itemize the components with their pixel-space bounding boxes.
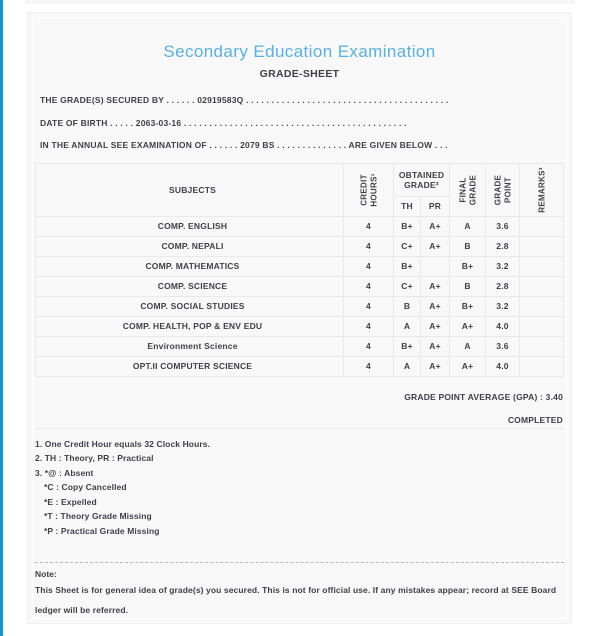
final-grade-cell: A (450, 216, 486, 236)
gpa-value-line: GRADE POINT AVERAGE (GPA) : 3.40 (404, 391, 563, 402)
table-row (36, 296, 564, 316)
grade-point-cell: 4.0 (486, 356, 520, 376)
th-grade-cell: B+ (394, 256, 421, 276)
final-grade-cell: A (450, 336, 486, 356)
credit-cell: 4 (344, 236, 394, 256)
examination-year-line: IN THE ANNUAL SEE EXAMINATION OF . . . . . . 2079 BS . . . . . . . . . . . . . . ARE GIVEN BELOW . . . (40, 140, 448, 150)
footnote-credit-hour: 1. One Credit Hour equals 32 Clock Hours. (35, 438, 211, 449)
pr-grade-cell: A+ (421, 236, 450, 256)
theory-subcolumn-header: TH (394, 196, 421, 216)
table-row (36, 276, 564, 296)
subject-cell: COMP. NEPALI (36, 236, 344, 256)
note-label: Note: (35, 569, 57, 579)
pr-grade-cell: A+ (421, 216, 450, 236)
table-row (36, 216, 564, 236)
table-row (36, 336, 564, 356)
th-grade-cell: A (394, 316, 421, 336)
th-grade-cell: B+ (394, 216, 421, 236)
credit-cell: 4 (344, 336, 394, 356)
subject-cell: COMP. ENGLISH (36, 216, 344, 236)
subject-cell: OPT.II COMPUTER SCIENCE (36, 356, 344, 376)
credit-cell: 4 (344, 256, 394, 276)
pr-grade-cell: A+ (421, 336, 450, 356)
table-row (36, 356, 564, 376)
pr-grade-cell: A+ (421, 296, 450, 316)
remarks-cell (520, 216, 564, 236)
credit-cell: 4 (344, 356, 394, 376)
footnote-practical-missing: *P : Practical Grade Missing (44, 525, 160, 536)
practical-subcolumn-header: PR (421, 196, 450, 216)
remarks-cell (520, 336, 564, 356)
footnotes-section (35, 429, 564, 539)
subject-cell: COMP. SOCIAL STUDIES (36, 296, 344, 316)
student-info-section (35, 89, 564, 157)
grade-sheet-subtitle: GRADE-SHEET (259, 68, 340, 80)
credit-cell: 4 (344, 216, 394, 236)
note-text: This Sheet is for general idea of grade(s) you secured. This is not for official use. If any mistakes appear; record at SEE Board ledger will be referred. (35, 585, 557, 615)
pr-grade-cell: A+ (421, 356, 450, 376)
footnote-expelled: *E : Expelled (44, 496, 97, 507)
table-row (36, 256, 564, 276)
pr-grade-cell (421, 256, 450, 276)
footnote-theory-missing: *T : Theory Grade Missing (44, 511, 152, 521)
footnote-copy-cancelled: *C : Copy Cancelled (44, 482, 127, 492)
remarks-cell (520, 236, 564, 256)
left-accent-line (0, 0, 3, 636)
grade-point-cell: 2.8 (486, 236, 520, 256)
top-header-strip (25, 0, 575, 4)
credit-cell: 4 (344, 276, 394, 296)
remarks-cell (520, 356, 564, 376)
final-grade-cell: A+ (450, 356, 486, 376)
credit-cell: 4 (344, 296, 394, 316)
final-grade-cell: B+ (450, 256, 486, 276)
subjects-column-header: SUBJECTS (36, 163, 344, 216)
pr-grade-cell: A+ (421, 316, 450, 336)
grade-point-cell: 3.2 (486, 296, 520, 316)
grade-point-column-header: GRADE POINT (486, 163, 520, 216)
footnote-absent: 3. *@ : Absent (35, 467, 94, 478)
grade-point-cell: 3.6 (486, 336, 520, 356)
final-grade-cell: B (450, 236, 486, 256)
table-row (36, 236, 564, 256)
grades-table (35, 163, 564, 377)
pr-grade-cell: A+ (421, 276, 450, 296)
final-grade-cell: B+ (450, 296, 486, 316)
grade-point-cell: 4.0 (486, 316, 520, 336)
th-grade-cell: C+ (394, 276, 421, 296)
remarks-cell (520, 296, 564, 316)
grade-point-cell: 3.6 (486, 216, 520, 236)
remarks-cell (520, 316, 564, 336)
table-row (36, 316, 564, 336)
th-grade-cell: B+ (394, 336, 421, 356)
final-grade-cell: B (450, 276, 486, 296)
grades-table-header (36, 163, 564, 216)
credit-hours-column-header: CREDIT HOURS¹ (344, 163, 394, 216)
subject-cell: COMP. HEALTH, POP & ENV EDU (36, 316, 344, 336)
subject-cell: COMP. MATHEMATICS (36, 256, 344, 276)
subject-cell: Environment Science (36, 336, 344, 356)
grades-table-body (36, 216, 564, 376)
page-title: Secondary Education Examination (163, 42, 436, 61)
date-of-birth-line: DATE OF BIRTH . . . . . 2063-03-16 . . . . . . . . . . . . . . . . . . . . . . . . . . . . . . . . . . . . . . . . . . . . (40, 117, 407, 128)
obtained-grade-column-header: OBTAINED GRADE² (394, 163, 450, 196)
grade-point-cell: 2.8 (486, 276, 520, 296)
grade-sheet-panel (27, 12, 572, 624)
th-grade-cell: C+ (394, 236, 421, 256)
result-summary-section (35, 377, 564, 429)
remarks-cell (520, 276, 564, 296)
footnote-th-pr: 2. TH : Theory, PR : Practical (35, 453, 154, 463)
grade-sheet-inner-frame (32, 17, 567, 619)
th-grade-cell: B (394, 296, 421, 316)
grade-point-cell: 3.2 (486, 256, 520, 276)
remarks-cell (520, 256, 564, 276)
credit-cell: 4 (344, 316, 394, 336)
result-status: COMPLETED (507, 414, 563, 425)
dashed-divider (35, 562, 564, 563)
grades-secured-by-line: THE GRADE(S) SECURED BY . . . . . . 02919583Q . . . . . . . . . . . . . . . . . . . . . . . . . . . . . . . . . . . . . . . . (40, 95, 449, 105)
final-grade-column-header: FINAL GRADE (450, 163, 486, 216)
final-grade-cell: A+ (450, 316, 486, 336)
remarks-column-header: REMARKS³ (520, 163, 564, 216)
th-grade-cell: A (394, 356, 421, 376)
subject-cell: COMP. SCIENCE (36, 276, 344, 296)
